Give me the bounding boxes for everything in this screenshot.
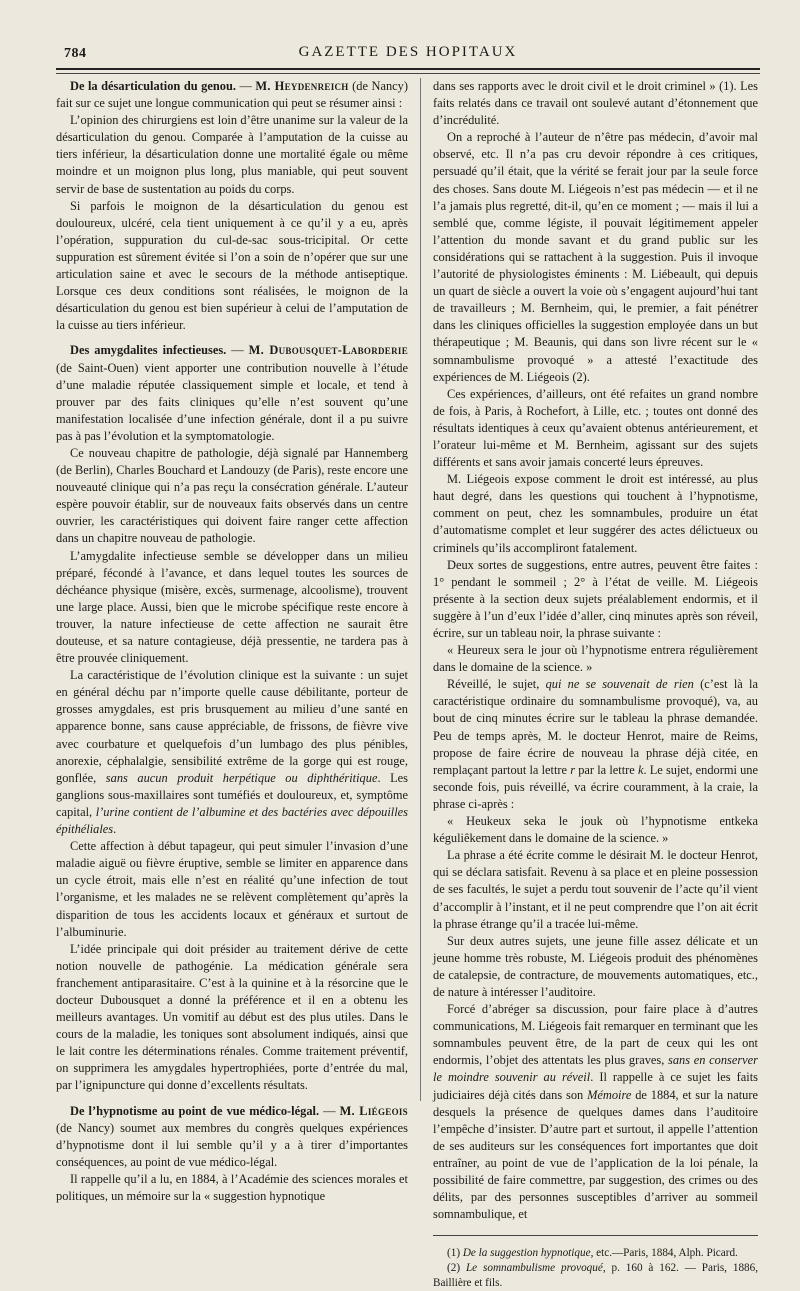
paragraph: Deux sortes de suggestions, entre autres, peuvent être faites : 1° pendant le sommeil ; 2° à l’état de veille. M. Liégeois présente à la section deux sujets préalablement endormis, et il suggère à l’un d’eux l’idée d’aller, cinq minutes après son réveil, écrire, sur un tableau noir, la phrase suivante : xyxy=(433,557,758,640)
journal-title: GAZETTE DES HOPITAUX xyxy=(298,44,518,60)
paragraph: Il rappelle qu’il a lu, en 1884, à l’Académie des sciences morales et politiques, un mémoire sur la « suggestion hypnotique xyxy=(56,1171,408,1203)
paragraph: Si parfois le moignon de la désarticulation du genou est douloureux, ulcéré, cela tient uniquement à ce qu’il y a eu, après l’opération, suppuration du cul-de-sac sous-tricipital. Or cette suppuration est sûrement évitée si l’on a soin de n’opérer que sur une articulation saine et avec le secours de la méthode antiseptique. Lorsque ces deux conditions sont réalisées, le moignon de la désarticulation du genou est bien supérieur à celui de l’amputation de la cuisse au tiers inférieur. xyxy=(56,198,408,333)
paragraph: Ces expériences, d’ailleurs, ont été refaites un grand nombre de fois, à Paris, à Rochefort, à Lille, etc. ; toutes ont donné des résultats identiques à ceux qu’avaient obtenus antérieurement, et l’orateur lui-même et M. Bernheim, agissant sur des sujets différents et sans avoir jamais concerté leurs épreuves. xyxy=(433,386,758,470)
column-divider xyxy=(420,78,421,1101)
right-column xyxy=(433,78,759,1290)
section-title: De la désarticulation du genou. xyxy=(70,79,236,93)
footnote-1: (1) De la suggestion hypnotique, etc.—Paris, 1884, Alph. Picard. xyxy=(447,1247,738,1260)
paragraph: Sur deux autres sujets, une jeune fille assez délicate et un jeune homme très robuste, M. Liégeois produit des phénomènes de catalepsie, de contracture, de mouvements automatiques, etc., de nature à intéresser l’auditoire. xyxy=(433,933,758,999)
paragraph: Réveillé, le sujet, qui ne se souvenait de rien (c’est là la caractéristique ordinaire du somnambulisme provoqué), va, au bout de cinq minutes écrire sur le tableau la phrase demandée. Peu de temps après, M. le docteur Henrot, maire de Reims, propose de faire écrire de nouveau la phrase déjà citée, en remplaçant partout la lettre r par la lettre k. Le sujet, endormi une seconde fois, puis réveillé, va écrire couramment, à la craie, la phrase ci-après : xyxy=(433,677,758,811)
paragraph: La phrase a été écrite comme le désirait M. le docteur Henrot, qui se déclara satisfait. Revenu à sa place et en pleine possession de ses facultés, le sujet a perdu tout souvenir de l’acte qu’il vient d’accomplir à l’instant, et il ne peut comprendre que l’on ait écrit la phrase étrange qu’il a tracée lui-même. xyxy=(433,848,758,931)
running-header xyxy=(56,42,760,64)
paragraph: L’amygdalite infectieuse semble se développer dans un milieu préparé, fécondé à l’avance, et dans lequel toutes les sources de déchéance physique (misère, excès, surmenage, alcoolisme), trouvent une large place. Aussi, bien que le microbe spécifique reste encore à trouver, la nature infectieuse de cette affection ne saurait être douteuse, et sa nature contagieuse, déjà pressentie, ne tardera pas à être prouvée cliniquement. xyxy=(56,548,408,666)
paragraph: Cette affection à début tapageur, qui peut simuler l’invasion d’une maladie aiguë ou fièvre éruptive, semble se limiter en apparence dans un cycle étroit, mais elle n’est en réalité qu’une infection de tout l’organisme, et les malades ne se relèvent complètement qu’après la disparition de tous les accidents locaux et généraux et surtout de l’albuminurie. xyxy=(56,839,408,939)
paragraph: dans ses rapports avec le droit civil et le droit criminel » (1). Les faits relatés dans ce travail ont soulevé autant d’étonnement que d’incrédulité. xyxy=(433,79,758,128)
section-amygdalites-intro: Des amygdalites infectieuses. — M. Dubousquet-Laborderie (de Saint-Ouen) vient apporter une contribution nouvelle à l’étude d’une maladie réputée classiquement simple et locale, et tend à prouver par des faits cliniques qu’elle n’est souvent qu’une manifestation localisée d’une infection générale, dont il a pu suivre pas à pas l’évolution et la symptomatologie. xyxy=(56,343,409,443)
section-title: De l’hypnotisme au point de vue médico-légal. xyxy=(70,1103,320,1118)
section-hypnotisme-intro: De l’hypnotisme au point de vue médico-légal. — M. Liégeois (de Nancy) soumet aux membres du congrès quelques expériences d’hypnotisme dont il lui semble qu’il y a à tirer d’importantes conséquences, au point de vue médico-légal. xyxy=(56,1103,408,1169)
paragraph: La caractéristique de l’évolution clinique est la suivante : un sujet en général déchu par n’importe quelle cause débilitante, porteur de grosses amygdales, est pris brusquement au milieu d’une santé en apparence bonne, sans cause appréciable, de frissons, de fièvre vive avec courbature et quelquefois d’un lumbago des plus pénibles, anorexie, céphalalgie, sensibilité extrême de la gorge qui est rouge, gonflée, sans aucun produit herpétique ou diphthéritique. Les ganglions sous-maxillaires sont tuméfiés et douloureux, et, symptôme capital, l’urine contient de l’albumine et des bactéries avec dépouilles épithéliales. xyxy=(56,668,409,837)
header-rule-thin xyxy=(56,73,760,74)
paragraph: On a reproché à l’auteur de n’être pas médecin, d’avoir mal observé, etc. Il n’a pas cru devoir répondre à ces critiques, persuadé qu’il était, que la vérité se ferait jour par la seule force des choses. Sans doute M. Liégeois n’est pas médecin — et il ne l’a jamais plus regretté, dit-il, qu’en ce moment ; — mais il lui a semblé que, comme légiste, il pouvait légitimement appeler l’attention du monde savant et du grand public sur les considérations qui se rattachent à la suggestion. Puis il invoque l’autorité de physiologistes éminents : M. Liébeault, qui depuis un quart de siècle a ouvert la voie où s’engagent aujourd’hui tant de travailleurs ; M. Bernheim, qui, le premier, a fait pénétrer dans les cliniques officielles la suggestion employée dans un but thérapeutique ; M. Beaunis, qui dans son livre récent sur le « somnambulisme provoqué » a attesté l’exactitude des expériences de M. Liégeois (2). xyxy=(433,130,758,384)
author-name: M. Dubousquet-Laborderie xyxy=(248,343,409,358)
paragraph: Ce nouveau chapitre de pathologie, déjà signalé par Hannemberg (de Berlin), Charles Bouchard et Landouzy (de Paris), reste encore une nouveauté clinique qui n’a pas reçu la consécration générale. L’auteur espère pouvoir établir, sur de nouveaux faits observés dans un centre ouvrier, les caractéristiques qui doivent faire ranger cette affection dans un chapitre nouveau de pathologie. xyxy=(56,445,408,546)
section-knee-intro: De la désarticulation du genou. — M. Heydenreich (de Nancy) fait sur ce sujet une longue communication qui peut se résumer ainsi : xyxy=(56,79,408,111)
paragraph: M. Liégeois expose comment le droit est intéressé, au plus haut degré, dans les questions qui touchent à l’hypnotisme, comment on peut, chez les somnambules, produire un état d’automatisme complet et leur suggérer des actes délictueux ou criminels qu’ils accompliront fatalement. xyxy=(433,472,758,555)
paragraph: L’opinion des chirurgiens est loin d’être unanime sur la valeur de la désarticulation du genou. Comparée à l’amputation de la cuisse au tiers inférieur, la désarticulation donne une mortalité égale ou même moindre et un moignon plus long, plus maniable, qui peut souvent servir de base de sustentation au poids du corps. xyxy=(56,113,408,196)
footnote-2: (2) Le somnambulisme provoqué, p. 160 à 162. — Paris, 1886, Baillière et fils. xyxy=(433,1262,759,1290)
header-rule-thick xyxy=(56,68,760,70)
quote: « Heureux sera le jour où l’hypnotisme entrera régulièrement dans le domaine de la science. » xyxy=(433,643,758,675)
author-name: M. Liégeois xyxy=(339,1103,408,1118)
left-column xyxy=(56,78,409,1203)
paragraph: Forcé d’abréger sa discussion, pour faire place à d’autres communications, M. Liégeois fait remarquer en terminant que les somnambules peuvent être, de la part de ceux qui les ont endormis, l’objet des attentats les plus graves, sans en conserver le moindre souvenir au réveil. Il rappelle à ce sujet les faits judiciaires déjà cités dans son Mémoire de 1884, et sur la nature desquels la présence de quelques dames dans l’auditoire l’empêche d’insister. D’autre part et surtout, il appelle l’attention de ses auditeurs sur les conséquences fort importantes que doit entraîner, au point de vue de l’application de la loi pénale, la possibilité de faire commettre, par suggestion, des crimes ou des délits, par des personnes susceptibles d’arriver au sommeil somnambulique, et xyxy=(433,1002,758,1222)
paragraph: L’idée principale qui doit présider au traitement dérive de cette notion nouvelle de pathogénie. La médication générale sera franchement antiparasitaire. C’est à la quinine et à la résorcine que le docteur Dubousquet a donné la préférence et il en a obtenu les meilleurs avantages. Un vomitif au début est des plus utiles. Dans le cours de la maladie, les toniques sont absolument indiqués, ainsi que le lait contre les déterminations rénales. Comme traitement préventif, on supprimera les amygdales hypertrophiées, porte d’entrée du mal, par l’ignipuncture qui donne d’excellents résultats. xyxy=(56,941,408,1093)
author-name: M. Heydenreich xyxy=(255,79,349,93)
section-title: Des amygdalites infectieuses. xyxy=(70,343,227,358)
footnote-rule xyxy=(433,1235,758,1236)
quote: « Heukeux seka le jouk où l’hypnotisme entkeka kéguliêkement dans le domaine de la science. » xyxy=(433,814,758,846)
page-number: 784 xyxy=(64,46,87,61)
